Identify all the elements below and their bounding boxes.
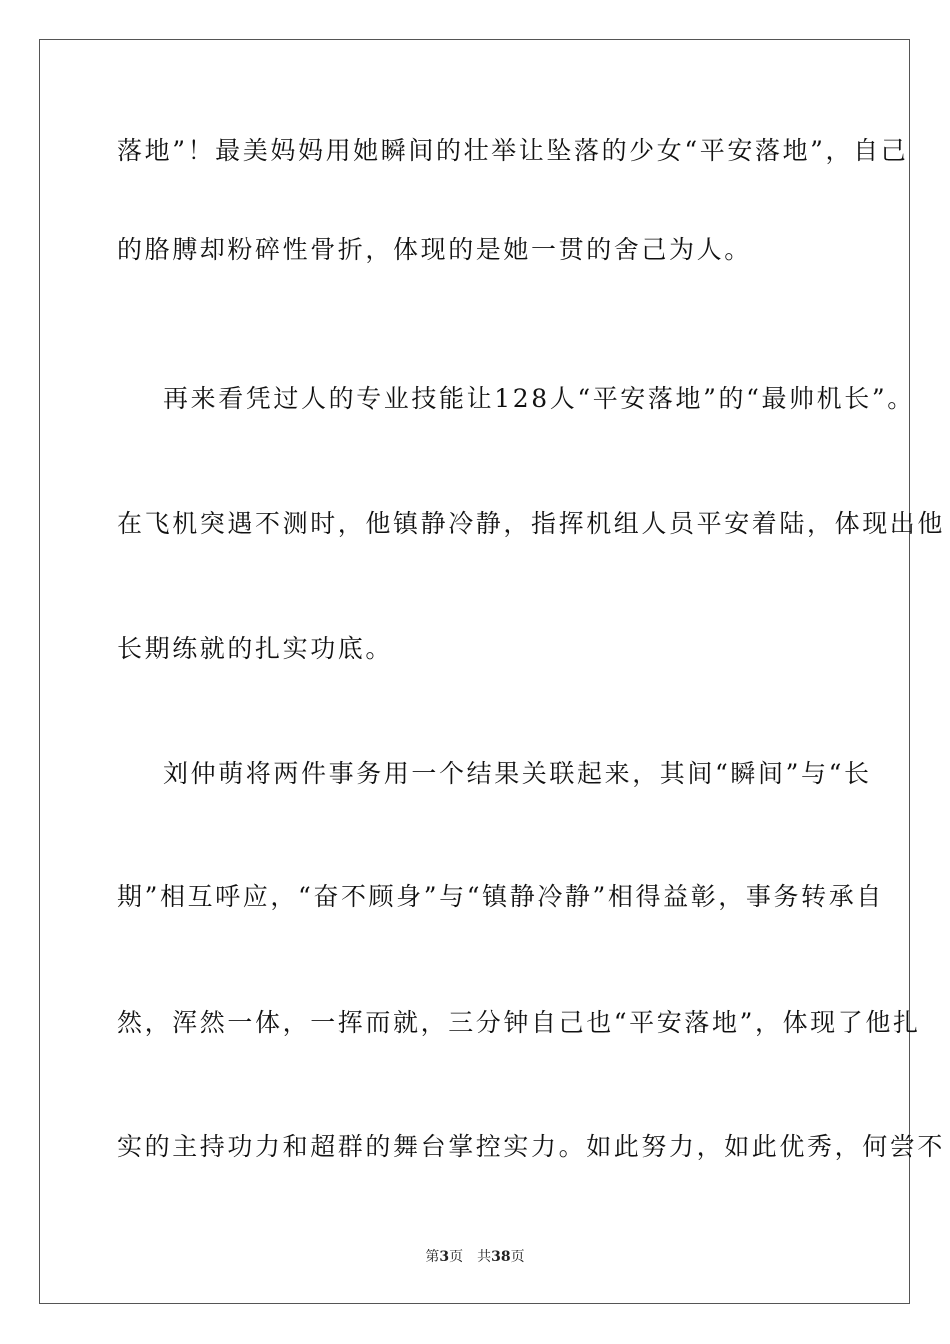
page-prefix: 第 — [425, 1249, 440, 1265]
body-line-9: 实的主持功力和超群的舞台掌控实力。如此努力，如此优秀，何尝不 — [117, 1132, 946, 1161]
page-number: 3 — [439, 1249, 450, 1265]
body-line-1: 落地”！最美妈妈用她瞬间的壮举让坠落的少女“平安落地”，自己 — [117, 136, 909, 165]
body-line-5: 长期练就的扎实功底。 — [117, 634, 394, 663]
body-line-8: 然，浑然一体，一挥而就，三分钟自己也“平安落地”，体现了他扎 — [117, 1008, 921, 1037]
body-line-6: 刘仲萌将两件事务用一个结果关联起来，其间“瞬间”与“长 — [163, 759, 872, 788]
total-prefix: 共 — [477, 1249, 492, 1265]
total-pages: 38 — [491, 1249, 511, 1265]
body-line-7: 期”相互呼应，“奋不顾身”与“镇静冷静”相得益彰，事务转承自 — [117, 882, 884, 911]
body-line-3: 再来看凭过人的专业技能让128人“平安落地”的“最帅机长”。 — [163, 384, 915, 413]
body-line-4: 在飞机突遇不测时，他镇静冷静，指挥机组人员平安着陆，体现出他 — [117, 509, 946, 538]
page-suffix: 页 — [449, 1249, 464, 1265]
page-footer — [0, 1248, 950, 1266]
total-suffix: 页 — [510, 1249, 525, 1265]
body-line-2: 的胳膊却粉碎性骨折，体现的是她一贯的舍己为人。 — [117, 235, 752, 264]
page-border — [39, 39, 910, 1304]
